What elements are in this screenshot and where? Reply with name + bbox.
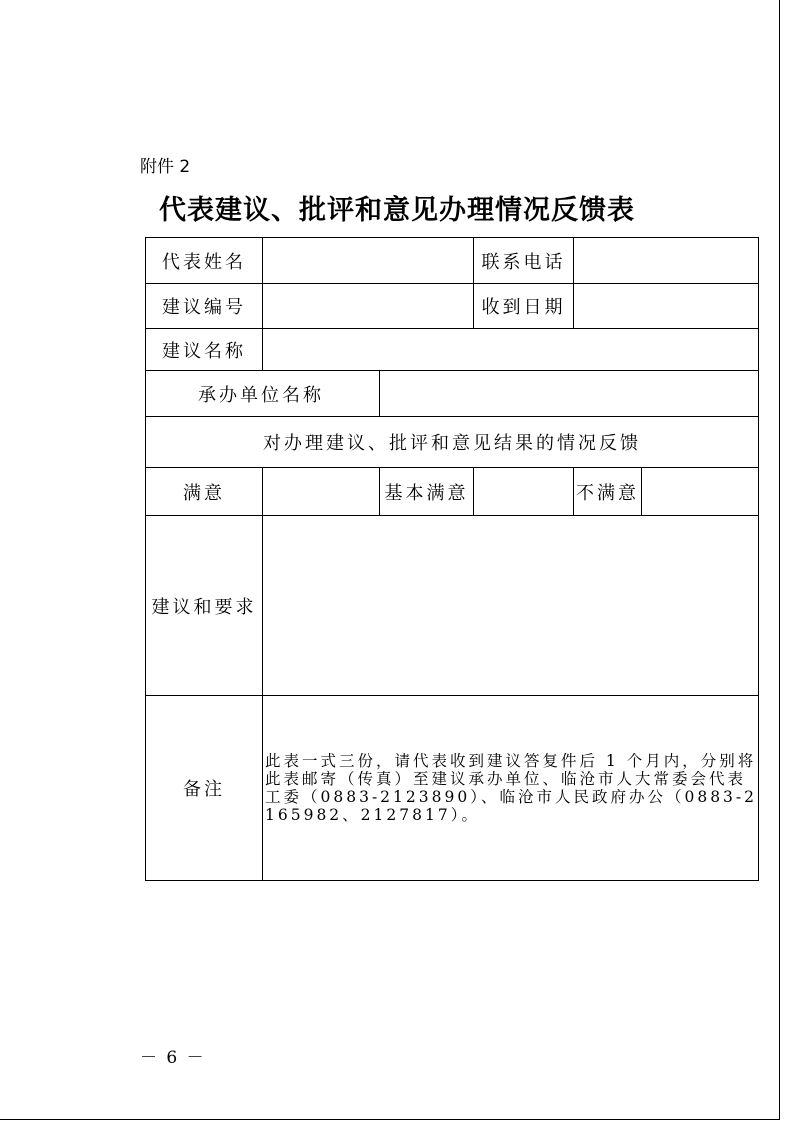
unsatisfied-field[interactable] bbox=[642, 468, 759, 516]
row-suggestion-title bbox=[146, 329, 759, 371]
suggestion-title-label: 建议名称 bbox=[146, 329, 263, 371]
row-name-phone bbox=[146, 238, 759, 284]
representative-name-field[interactable] bbox=[263, 238, 474, 284]
contact-phone-field[interactable] bbox=[574, 238, 759, 284]
representative-name-label: 代表姓名 bbox=[146, 238, 263, 284]
row-handling-unit bbox=[146, 371, 759, 417]
notes-label: 备注 bbox=[146, 696, 263, 881]
feedback-section-header: 对办理建议、批评和意见结果的情况反馈 bbox=[146, 417, 759, 468]
notes-text: 此表一式三份，请代表收到建议答复件后 1 个月内，分别将此表邮寄（传真）至建议承办单位、临沧市人大常委会代表工委（0883-2123890）、临沧市人民政府办公（0883-2165982、2127817）。 bbox=[263, 696, 759, 881]
row-suggestions bbox=[146, 516, 759, 696]
basically-satisfied-label: 基本满意 bbox=[380, 468, 474, 516]
suggestion-title-field[interactable] bbox=[263, 329, 759, 371]
attachment-label: 附件 2 bbox=[140, 157, 191, 177]
document-title: 代表建议、批评和意见办理情况反馈表 bbox=[159, 195, 635, 226]
row-feedback-header bbox=[146, 417, 759, 468]
row-number-date bbox=[146, 284, 759, 329]
handling-unit-field[interactable] bbox=[380, 371, 759, 417]
page-number: － 6 － bbox=[140, 1048, 206, 1068]
handling-unit-label: 承办单位名称 bbox=[146, 371, 380, 417]
suggestion-number-field[interactable] bbox=[263, 284, 474, 329]
row-notes bbox=[146, 696, 759, 881]
satisfied-field[interactable] bbox=[263, 468, 380, 516]
row-satisfaction bbox=[146, 468, 759, 516]
contact-phone-label: 联系电话 bbox=[474, 238, 574, 284]
suggestions-label: 建议和要求 bbox=[146, 516, 263, 696]
satisfied-label: 满意 bbox=[146, 468, 263, 516]
suggestion-number-label: 建议编号 bbox=[146, 284, 263, 329]
unsatisfied-label: 不满意 bbox=[574, 468, 642, 516]
feedback-form-table bbox=[145, 237, 759, 881]
received-date-label: 收到日期 bbox=[474, 284, 574, 329]
received-date-field[interactable] bbox=[574, 284, 759, 329]
suggestions-field[interactable] bbox=[263, 516, 759, 696]
basically-satisfied-field[interactable] bbox=[474, 468, 574, 516]
